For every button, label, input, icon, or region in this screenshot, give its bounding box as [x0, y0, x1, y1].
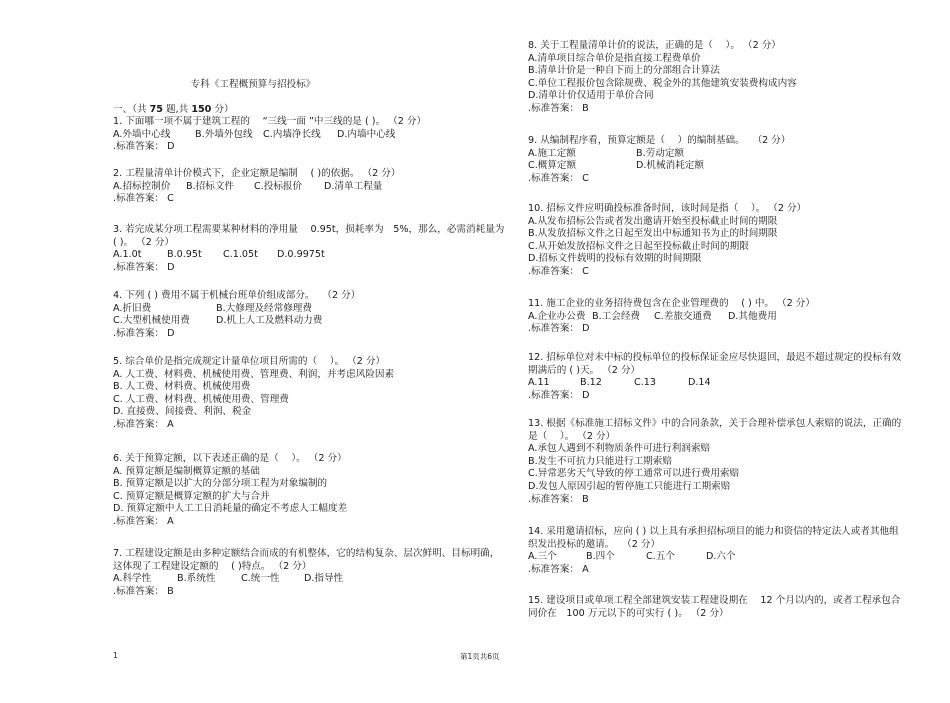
answer-line: .标准答案： A [113, 515, 174, 527]
answer-line: .标准答案： A [113, 418, 174, 430]
options-row [113, 249, 508, 262]
option-d: D.机械消耗定额 [636, 160, 704, 172]
option-b: B.劳动定额 [636, 147, 685, 159]
question-stem: 9. 从编制程序看，预算定额是（ ）的编制基础。 （2 分） [528, 135, 791, 146]
option-c: C.五个 [646, 551, 675, 563]
question-11 [528, 298, 908, 336]
question-7 [113, 548, 508, 598]
question-stem: 15. 建设项目或单项工程全部建筑安装工程建设期在 12 个月以内的，或者工程承包合同价在 100 万元以下的可实行 ( )。 （2 分） [528, 595, 901, 619]
option-a: A.承包人遇到不利物质条件可进行利润索赔 [528, 443, 711, 455]
question-stem: 7. 工程建设定额是由多种定额结合而成的有机整体，它的结构复杂、层次鲜明、目标明确，这体现了工程建设定额的 ( )特点。 （2 分） [113, 548, 500, 572]
option-a: A.施工定额 [528, 147, 576, 159]
option-d: D.招标文件载明的投标有效期的时间期限 [528, 253, 702, 265]
option-a: A.外墙中心线 [113, 128, 171, 140]
answer-line: .标准答案： B [528, 102, 589, 114]
option-d: D.内墙中心线 [337, 128, 396, 140]
option-d: D.指导性 [304, 573, 344, 585]
option-d: D.六个 [706, 551, 736, 563]
section-prefix: 一、（共 [113, 104, 150, 115]
option-c: C.内墙净长线 [263, 128, 321, 140]
answer-line: .标准答案： C [528, 265, 589, 277]
question-2 [113, 168, 508, 206]
question-stem: 8. 关于工程量清单计价的说法，正确的是（ ）。 （2 分） [528, 40, 781, 51]
footer-page-label: 第1页共6页 [460, 652, 500, 661]
question-6 [113, 453, 508, 529]
option-c: C.从开始发放招标文件之日起至投标截止时间的期限 [528, 240, 749, 252]
options-row [113, 129, 508, 142]
option-a: A.清单项目综合单价是指直接工程费单价 [528, 52, 701, 64]
option-c: C.概算定额 [528, 160, 577, 172]
option-c: C.差旅交通费 [654, 310, 712, 322]
option-a: A. 人工费、材料费、机械使用费、管理费、利润，并考虑风险因素 [113, 368, 395, 380]
option-d: D.发包人原因引起的暂停施工只能进行工期索赔 [528, 480, 731, 492]
answer-line: .标准答案： D [113, 141, 175, 153]
option-c: C. 预算定额是概算定额的扩大与合并 [113, 490, 270, 502]
answer-line: .标准答案： D [528, 323, 590, 335]
option-b: B.外墙外包线 [195, 128, 253, 140]
question-stem: 10. 招标文件应明确投标准备时间，该时间是指（ ）。 （2 分） [528, 203, 807, 214]
option-c: C.1.05t [223, 249, 258, 261]
option-b: B.系统性 [177, 573, 216, 585]
question-9 [528, 135, 908, 185]
question-stem: 5. 综合单价是指完成规定计量单位项目所需的（ ）。 （2 分） [113, 356, 386, 367]
answer-line: .标准答案： D [113, 261, 175, 273]
option-b: B.大修理及经常修理费 [216, 302, 312, 314]
question-12 [528, 352, 908, 402]
question-4 [113, 290, 508, 340]
option-a: A. 预算定额是编制概算定额的基础 [113, 465, 260, 477]
section-heading [113, 101, 234, 115]
option-b: B.发生不可抗力只能进行工期索赔 [528, 455, 672, 467]
question-1 [113, 116, 508, 154]
option-a: A.企业办公费 [528, 310, 586, 322]
question-8 [528, 40, 908, 116]
options-row [528, 551, 908, 564]
options-row [113, 573, 508, 586]
answer-line: .标准答案： A [528, 563, 589, 575]
option-d: D.清单工程量 [324, 180, 383, 192]
question-stem: 13. 根据《标准施工招标文件》中的合同条款，关于合理补偿承包人索赔的说法，正确的是（ ）。 （2 分） [528, 418, 902, 442]
option-a: A.11 [528, 377, 550, 389]
answer-line: .标准答案： C [528, 172, 589, 184]
answer-line: .标准答案： C [113, 193, 174, 205]
options-row [528, 311, 908, 324]
option-a: A.招标控制价 [113, 180, 171, 192]
option-d: D.14 [688, 377, 711, 389]
option-c: C.13 [634, 377, 656, 389]
answer-line: .标准答案： B [113, 585, 174, 597]
option-a: A.折旧费 [113, 302, 152, 314]
option-b: B.12 [580, 377, 602, 389]
question-stem: 3. 若完成某分项工程需要某种材料的净用量 0.95t，损耗率为 5%，那么，必需消耗量为 ( )。 （2 分） [113, 224, 508, 248]
section-mid: 题,共 [162, 104, 192, 115]
question-10 [528, 203, 908, 279]
options-row [528, 377, 908, 390]
option-a: A.从发布招标公告或者发出邀请开始至投标截止时间的期限 [528, 215, 778, 227]
question-14 [528, 526, 908, 576]
option-b: B.招标文件 [186, 180, 235, 192]
options-grid [113, 303, 508, 328]
option-c: C.单位工程报价包含除规费、税金外的其他建筑安装费构成内容 [528, 77, 797, 89]
option-d: D.机上人工及燃料动力费 [216, 315, 323, 327]
option-d: D.清单计价仅适用于单价合同 [528, 90, 654, 102]
option-a: A.三个 [528, 551, 557, 563]
option-b: B.四个 [586, 551, 615, 563]
option-d: D. 预算定额中人工工日消耗量的确定不考虑人工幅度差 [113, 503, 348, 515]
option-c: C.异常恶劣天气导致的停工通常可以进行费用索赔 [528, 468, 740, 480]
footer-page-number: 1 [113, 651, 118, 660]
options-grid [528, 148, 908, 173]
option-a: A.科学性 [113, 573, 152, 585]
options-row [113, 181, 508, 194]
option-b: B.从发放招标文件之日起至发出中标通知书为止的时间期限 [528, 228, 778, 240]
option-b: B.0.95t [167, 249, 202, 261]
option-c: C.大型机械使用费 [113, 315, 190, 327]
question-stem: 14. 采用邀请招标，应向 ( ) 以上具有承担招标项目的能力和资信的特定法人或者其他组织发出投标的邀请。 （2 分） [528, 526, 899, 550]
answer-line: .标准答案： D [528, 389, 590, 401]
option-b: B.清单计价是一种自下而上的分部组合计算法 [528, 65, 720, 77]
question-stem: 11. 施工企业的业务招待费包含在企业管理费的 ( ) 中。 （2 分） [528, 298, 815, 309]
option-c: C. 人工费、材料费、机械使用费、管理费 [113, 393, 289, 405]
option-c: C.投标报价 [254, 180, 303, 192]
document-title: 专科《工程概预算与招投标》 [190, 79, 316, 90]
question-13 [528, 418, 908, 506]
option-a: A.1.0t [113, 249, 142, 261]
answer-line: .标准答案： D [113, 327, 175, 339]
question-stem: 6. 关于预算定额，以下表述正确的是（ ）。 （2 分） [113, 453, 347, 464]
option-b: B.工会经费 [592, 310, 641, 322]
answer-line: .标准答案： B [528, 493, 589, 505]
section-count: 75 [149, 104, 163, 115]
section-score: 150 [191, 104, 212, 115]
option-d: D.其他费用 [728, 310, 777, 322]
question-3 [113, 224, 508, 274]
question-15 [528, 595, 908, 620]
question-stem: 1. 下面哪一项不属于建筑工程的 “三线一面 ”中三线的是 ( )。 （2 分） [113, 116, 427, 127]
section-suffix: 分） [211, 104, 234, 115]
question-stem: 12. 招标单位对未中标的投标单位的投标保证金应尽快退回，最迟不超过规定的投标有效期满后的 ( )天。 （2 分） [528, 352, 902, 376]
option-c: C.统一性 [241, 573, 280, 585]
question-stem: 2. 工程量清单计价模式下，企业定额是编制 ( )的依据。 （2 分） [113, 168, 401, 179]
option-d: D. 直接费、间接费、利润、税金 [113, 406, 252, 418]
option-d: D.0.9975t [277, 249, 325, 261]
question-stem: 4. 下列 ( ) 费用不属于机械台班单价组成部分。 （2 分） [113, 290, 361, 301]
option-b: B. 预算定额是以扩大的分部分项工程为对象编制的 [113, 478, 328, 490]
option-b: B. 人工费、材料费、机械使用费 [113, 381, 251, 393]
question-5 [113, 356, 508, 432]
